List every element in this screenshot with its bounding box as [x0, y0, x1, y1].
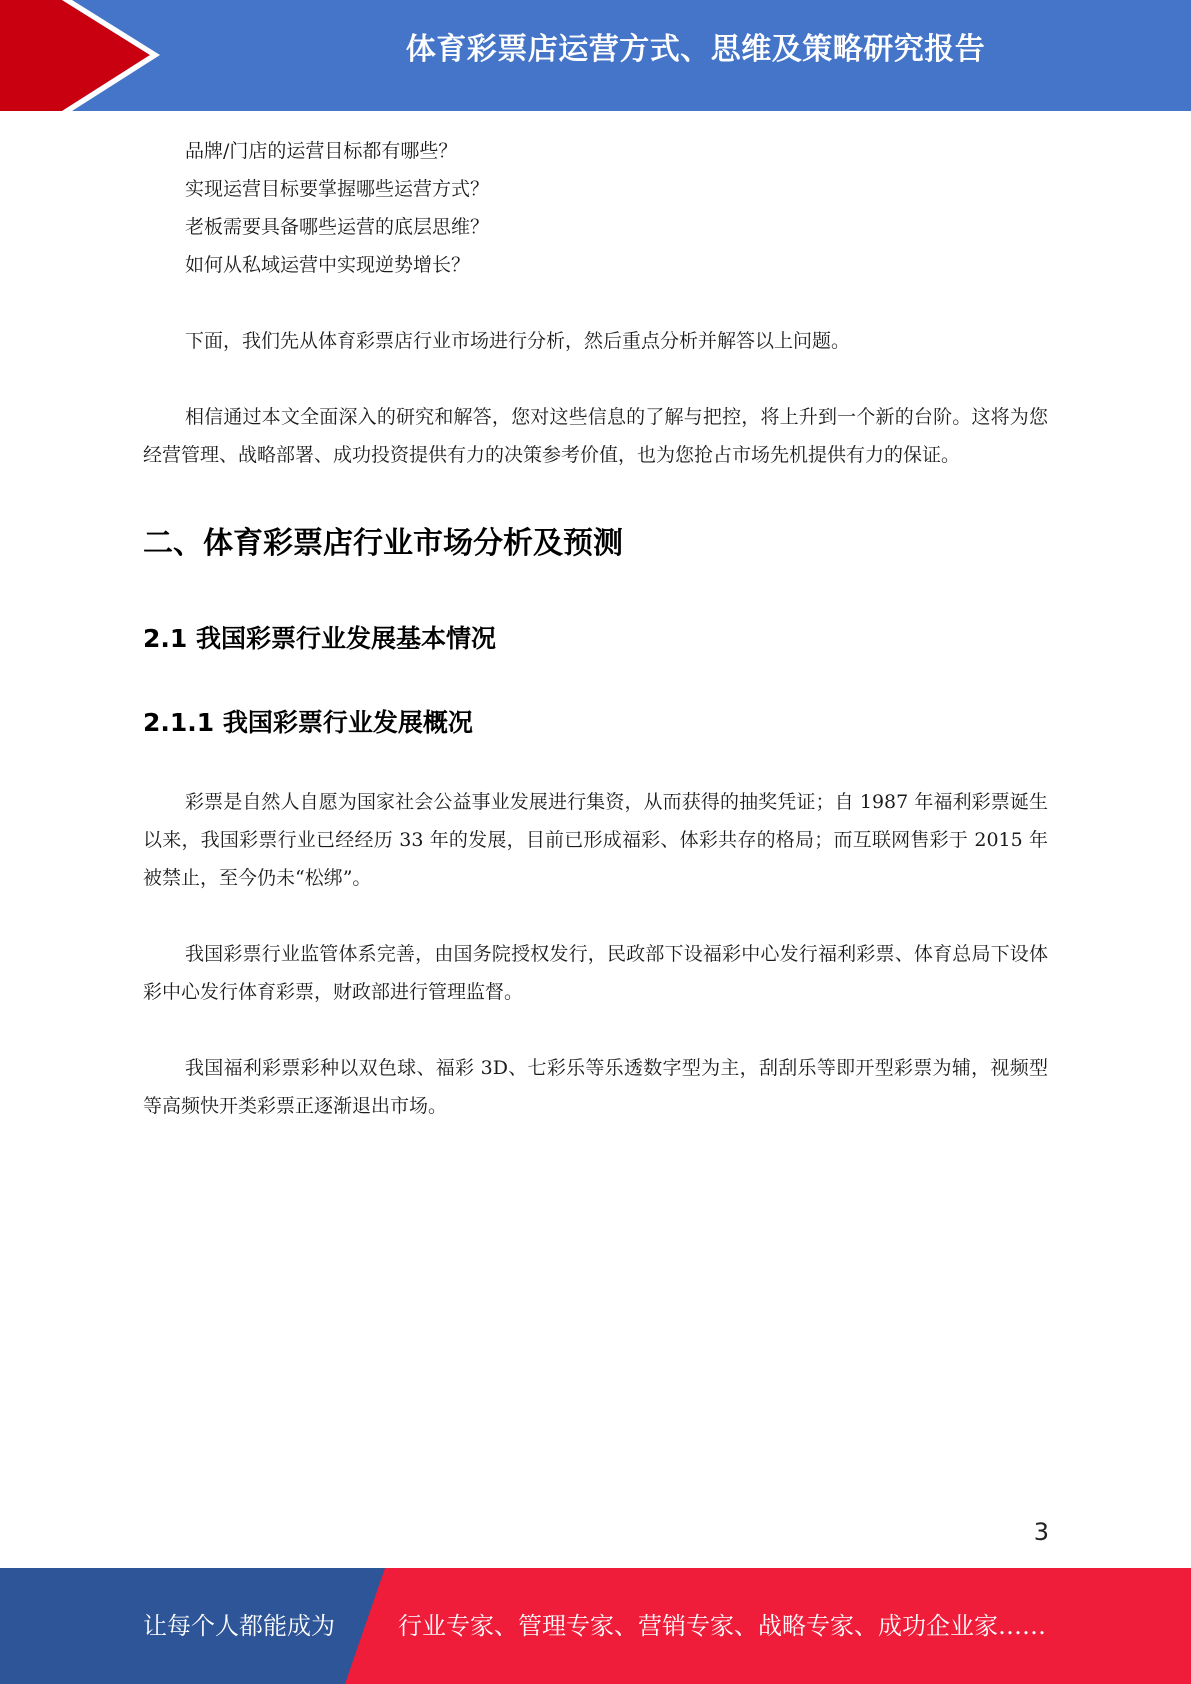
intro-paragraph: 下面，我们先从体育彩票店行业市场进行分析，然后重点分析并解答以上问题。 — [185, 330, 851, 352]
header-arrow-decoration — [0, 0, 160, 111]
footer-slogan-right: 行业专家、管理专家、营销专家、战略专家、成功企业家…… — [398, 1612, 1046, 1640]
page-content — [143, 132, 1048, 1125]
footer-slogan-left: 让每个人都能成为 — [143, 1612, 335, 1640]
body-paragraph: 我国福利彩票彩种以双色球、福彩 3D、七彩乐等乐透数字型为主，刮刮乐等即开型彩票为辅，视频型等高频快开类彩票正逐渐退出市场。 — [143, 1057, 1048, 1117]
intro-question: 品牌/门店的运营目标都有哪些？ — [185, 140, 458, 162]
page-footer — [0, 1568, 1191, 1684]
header-title: 体育彩票店运营方式、思维及策略研究报告 — [405, 32, 986, 67]
intro-question: 实现运营目标要掌握哪些运营方式？ — [185, 178, 490, 200]
body-paragraph: 彩票是自然人自愿为国家社会公益事业发展进行集资，从而获得的抽奖凭证；自 1987 年福利彩票诞生以来，我国彩票行业已经经历 33 年的发展，目前已形成福彩、体彩共存的格局；而互联网售彩于 2015 年被禁止，至今仍未“松绑”。 — [143, 791, 1048, 889]
body-paragraph: 我国彩票行业监管体系完善，由国务院授权发行，民政部下设福彩中心发行福利彩票、体育总局下设体彩中心发行体育彩票，财政部进行管理监督。 — [143, 943, 1048, 1003]
subsection-heading: 2.1 我国彩票行业发展基本情况 — [143, 624, 496, 653]
section-heading: 二、体育彩票店行业市场分析及预测 — [143, 526, 623, 561]
page-header — [0, 0, 1191, 111]
intro-question: 如何从私域运营中实现逆势增长？ — [185, 254, 471, 276]
intro-question: 老板需要具备哪些运营的底层思维？ — [185, 216, 490, 238]
page-number: 3 — [1033, 1518, 1049, 1546]
subsubsection-heading: 2.1.1 我国彩票行业发展概况 — [143, 708, 473, 737]
intro-paragraph: 相信通过本文全面深入的研究和解答，您对这些信息的了解与把控，将上升到一个新的台阶。这将为您经营管理、战略部署、成功投资提供有力的决策参考价值，也为您抢占市场先机提供有力的保证。 — [143, 406, 1048, 466]
